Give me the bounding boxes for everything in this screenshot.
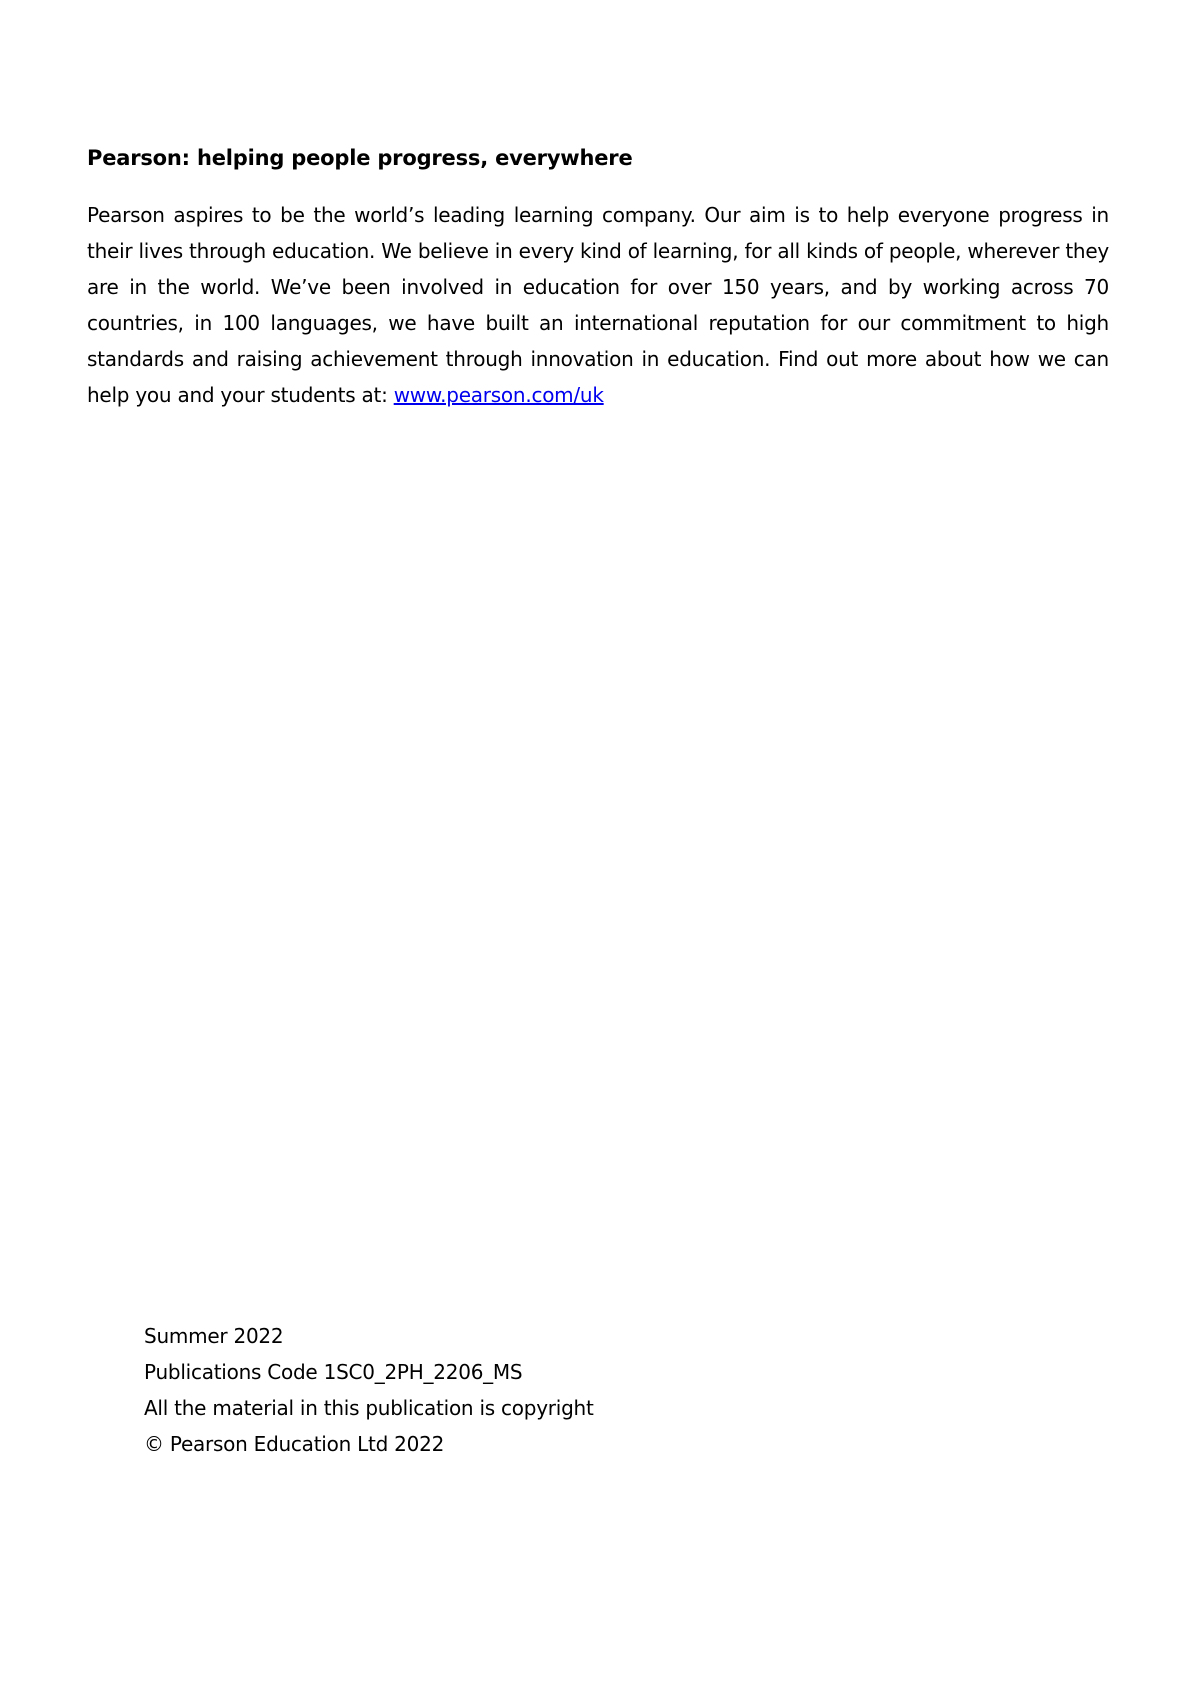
footer-copyright-holder: © Pearson Education Ltd 2022: [144, 1432, 445, 1456]
footer-publication-code: Publications Code 1SC0_2PH_2206_MS: [144, 1360, 523, 1384]
footer-season: Summer 2022: [144, 1324, 284, 1348]
main-content: [87, 143, 1109, 413]
footer-copyright-line: All the material in this publication is copyright: [144, 1396, 594, 1420]
intro-paragraph-text: Pearson aspires to be the world’s leading learning company. Our aim is to help everyone progress in their lives through education. We believe in every kind of learning, for all kinds of people, wherever they are in the world. We’ve been involved in education for over 150 years, and by working across 70 countries, in 100 languages, we have built an international reputation for our commitment to high standards and raising achievement through innovation in education. Find out more about how we can help you and your students at:: [87, 203, 1109, 407]
publication-footer: [144, 1318, 594, 1462]
pearson-website-link[interactable]: www.pearson.com/uk: [393, 383, 604, 407]
page-heading: Pearson: helping people progress, everywhere: [87, 146, 633, 170]
intro-paragraph: [87, 197, 1109, 413]
